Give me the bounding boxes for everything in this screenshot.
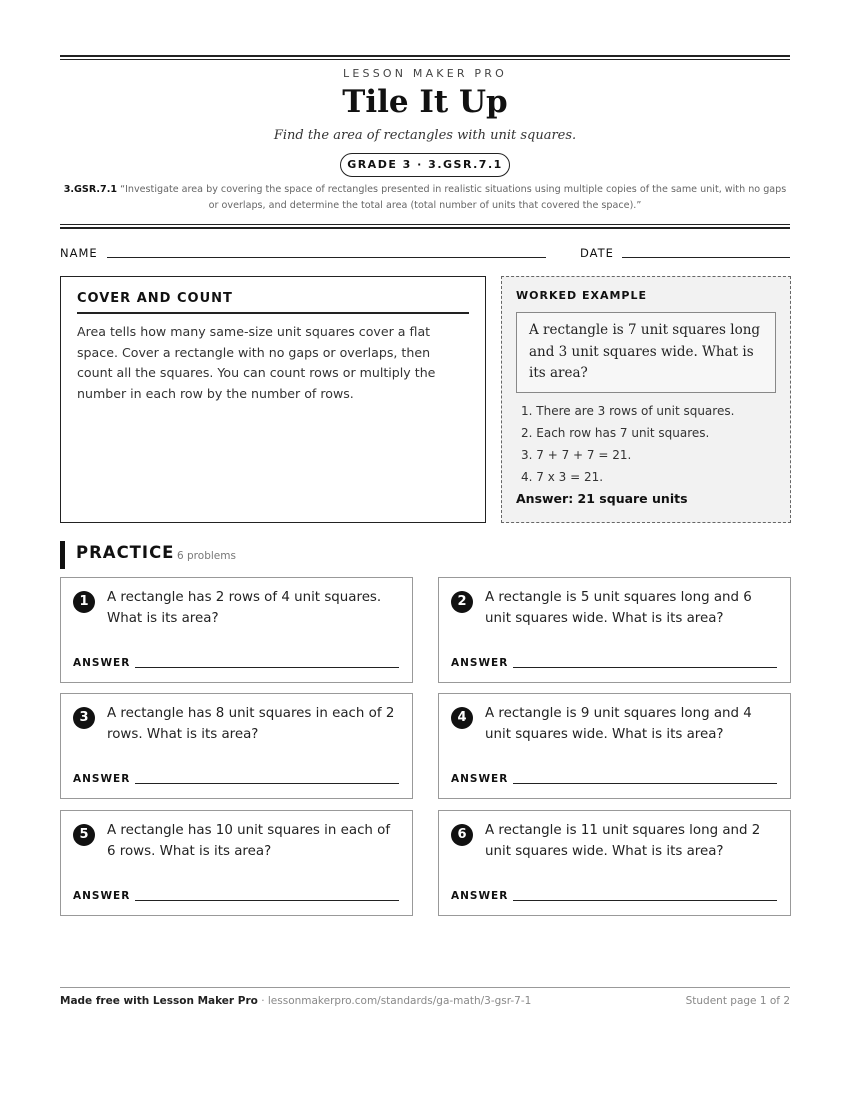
problem-number: 3 <box>73 707 95 729</box>
problem-card-2 <box>438 577 791 683</box>
name-field[interactable] <box>107 257 546 258</box>
problem-number: 6 <box>451 824 473 846</box>
answer-field[interactable] <box>513 667 777 668</box>
problem-text: A rectangle is 9 unit squares long and 4 unit squares wide. What is its area? <box>485 706 752 742</box>
problem-card-1 <box>60 577 413 683</box>
answer-label: ANSWER <box>451 890 509 902</box>
problem-number: 2 <box>451 591 473 613</box>
page-subtitle: Find the area of rectangles with unit squares. <box>273 128 577 143</box>
answer-label: ANSWER <box>451 773 509 785</box>
answer-field[interactable] <box>135 667 399 668</box>
answer-label: ANSWER <box>451 657 509 669</box>
practice-count: 6 problems <box>177 550 236 562</box>
problem-card-4 <box>438 693 791 799</box>
problem-text: A rectangle is 5 unit squares long and 6 unit squares wide. What is its area? <box>485 590 752 626</box>
standard-text: “Investigate area by covering the space of rectangles presented in realistic situations using multiple copies of the same unit, with no gaps or overlaps, and determine the total area (total number of units that covered the space).” <box>120 184 787 211</box>
brand-name: LESSON MAKER PRO <box>343 67 507 80</box>
answer-field[interactable] <box>513 900 777 901</box>
grade-badge: GRADE 3 · 3.GSR.7.1 <box>340 153 510 177</box>
example-heading: WORKED EXAMPLE <box>516 289 647 302</box>
page-title: Tile It Up <box>342 84 508 120</box>
example-step: 4. 7 x 3 = 21. <box>521 469 604 484</box>
example-step: 1. There are 3 rows of unit squares. <box>521 403 735 418</box>
cover-body: Area tells how many same-size unit squares cover a flat space. Cover a rectangle with no gaps or overlaps, then count all the squares. You can count rows or multiply the number in each row by the number of rows. <box>77 324 436 401</box>
date-field[interactable] <box>622 257 790 258</box>
answer-label: ANSWER <box>73 773 131 785</box>
example-answer: Answer: 21 square units <box>516 490 688 506</box>
problem-text: A rectangle is 11 unit squares long and 2 unit squares wide. What is its area? <box>485 823 761 859</box>
footer-rule <box>60 987 790 988</box>
problem-text: A rectangle has 2 rows of 4 unit squares. What is its area? <box>107 590 382 626</box>
problem-number: 1 <box>73 591 95 613</box>
name-label: NAME <box>60 246 98 260</box>
worked-example-box <box>501 276 791 523</box>
problem-number: 4 <box>451 707 473 729</box>
practice-accent-bar <box>60 541 65 569</box>
footer-made-with: Made free with Lesson Maker Pro <box>60 995 258 1007</box>
footer-credit <box>60 995 531 1007</box>
top-double-rule <box>60 55 790 60</box>
standard-description <box>60 182 790 214</box>
example-steps <box>516 400 776 488</box>
problem-card-6 <box>438 810 791 916</box>
footer-url[interactable]: · lessonmakerpro.com/standards/ga-math/3-gsr-7-1 <box>257 995 532 1007</box>
answer-field[interactable] <box>135 783 399 784</box>
standard-code: 3.GSR.7.1 <box>63 184 118 195</box>
cover-and-count-box <box>60 276 486 523</box>
problem-card-5 <box>60 810 413 916</box>
answer-label: ANSWER <box>73 657 131 669</box>
problem-card-3 <box>60 693 413 799</box>
footer-page-number: Student page 1 of 2 <box>685 995 790 1007</box>
bottom-double-rule <box>60 224 790 229</box>
date-label: DATE <box>580 246 614 260</box>
problem-number: 5 <box>73 824 95 846</box>
answer-field[interactable] <box>513 783 777 784</box>
cover-heading: COVER AND COUNT <box>77 291 469 314</box>
example-question: A rectangle is 7 unit squares long and 3 unit squares wide. What is its area? <box>516 312 776 393</box>
problem-text: A rectangle has 8 unit squares in each of 2 rows. What is its area? <box>107 706 395 742</box>
answer-label: ANSWER <box>73 890 131 902</box>
practice-title: PRACTICE <box>76 543 175 562</box>
answer-field[interactable] <box>135 900 399 901</box>
example-step: 2. Each row has 7 unit squares. <box>521 425 710 440</box>
problem-text: A rectangle has 10 unit squares in each of 6 rows. What is its area? <box>107 823 391 859</box>
example-step: 3. 7 + 7 + 7 = 21. <box>521 447 632 462</box>
